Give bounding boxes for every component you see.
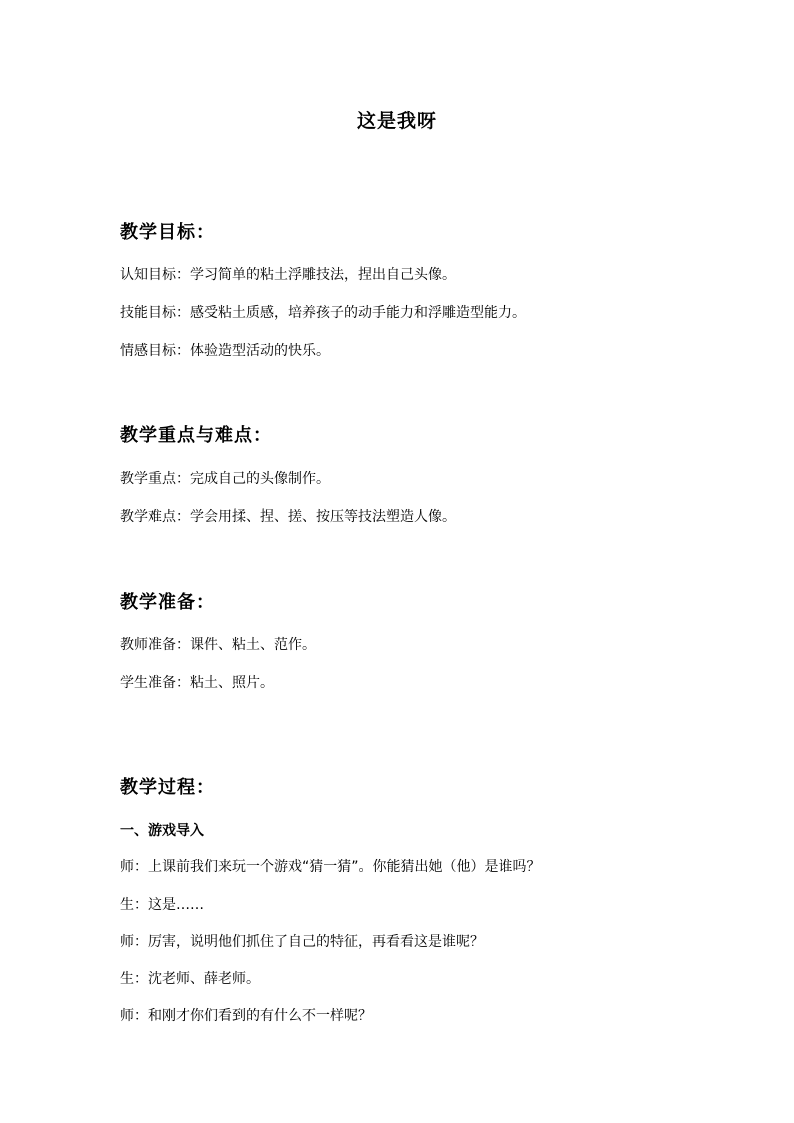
dialogue-line: 师：和刚才你们看到的有什么不一样呢？ [120, 1008, 372, 1024]
section-game-intro: 一、游戏导入 [120, 823, 204, 839]
dialogue-line: 生：沈老师、薛老师。 [120, 971, 260, 987]
student-preparation: 学生准备：粘土、照片。 [120, 675, 274, 691]
key-point: 教学重点：完成自己的头像制作。 [120, 471, 330, 487]
dialogue-line: 师：厉害，说明他们抓住了自己的特征，再看看这是谁呢？ [120, 934, 484, 950]
preparation-heading: 教学准备： [120, 592, 215, 613]
dialogue-line: 师：上课前我们来玩一个游戏“猜一猜”。你能猜出她（他）是谁吗？ [120, 859, 541, 875]
process-heading: 教学过程： [120, 777, 215, 798]
goal-cognitive: 认知目标：学习简单的粘土浮雕技法，捏出自己头像。 [120, 267, 456, 283]
difficult-point: 教学难点：学会用揉、捏、搓、按压等技法塑造人像。 [120, 509, 456, 525]
goal-emotion: 情感目标：体验造型活动的快乐。 [120, 343, 330, 359]
goal-skill: 技能目标：感受粘土质感，培养孩子的动手能力和浮雕造型能力。 [120, 305, 526, 321]
key-points-heading: 教学重点与难点： [120, 425, 272, 446]
goals-heading: 教学目标： [120, 222, 215, 243]
teacher-preparation: 教师准备：课件、粘土、范作。 [120, 637, 316, 653]
page-title: 这是我呀 [356, 110, 437, 132]
dialogue-line: 生：这是…… [120, 897, 204, 913]
